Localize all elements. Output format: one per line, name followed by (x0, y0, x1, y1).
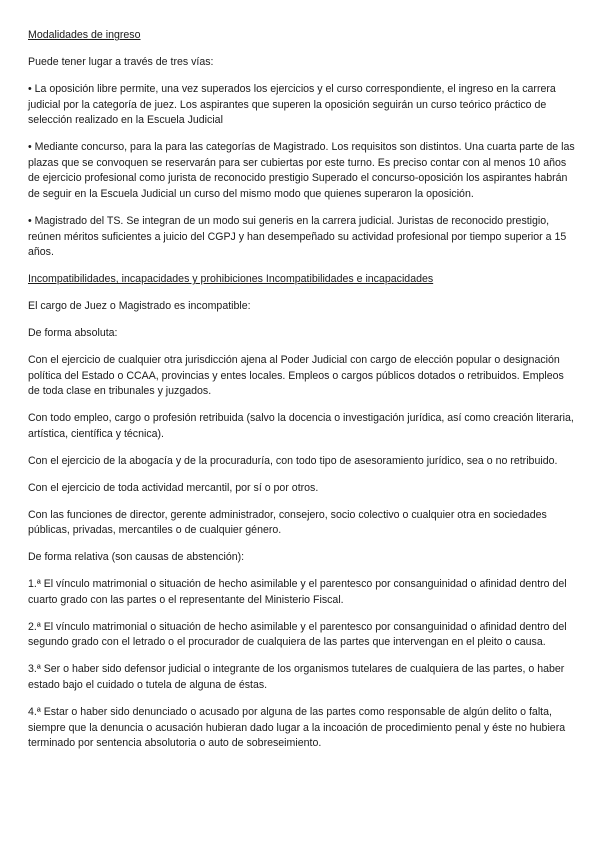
paragraph-relativa-1: 1.ª El vínculo matrimonial o situación de hecho asimilable y el parentesco por consanguinidad o afinidad dentro del cuarto grado con las partes o el representante del Ministerio Fiscal. (28, 578, 567, 606)
paragraph-relativa-3: 3.ª Ser o haber sido defensor judicial o integrante de los organismos tutelares de cualquiera de las partes, o haber estado bajo el cuidado o tutela de alguna de éstas. (28, 663, 565, 692)
paragraph-cargo-incompatible: El cargo de Juez o Magistrado es incompatible: (28, 300, 251, 313)
paragraph-absoluta-1: Con el ejercicio de cualquier otra jurisdicción ajena al Poder Judicial con cargo de elección popular o designación política del Estado o CCAA, provincias y entes locales. Empleos o cargos públicos dotados o retribuidos. Empleos de toda clase en tribunales y juzgados. (28, 354, 564, 398)
bullet-concurso: • Mediante concurso, para la para las categorías de Magistrado. Los requisitos son distintos. Una cuarta parte de las plazas que se convoquen se reservarán para ser cubiertas por este turno. Es preciso contar con al menos 10 años de ejercicio profesional como jurista de reconocido prestigio Superado el concurso-oposición los aspirantes habrán de seguir en la Escuela Judicial un curso del mismo modo que quienes superaron la oposición. (28, 141, 575, 200)
bullet-magistrado-ts: • Magistrado del TS. Se integran de un modo sui generis en la carrera judicial. Juristas de reconocido prestigio, reúnen méritos suficientes a juicio del CGPJ y han desempeñado su actividad profesional por tiempo superior a 15 años. (28, 214, 567, 259)
bullet-oposicion: • La oposición libre permite, una vez superados los ejercicios y el curso correspondiente, el ingreso en la carrera judicial por la categoría de juez. Los aspirantes que superen la oposición seguirán un curso teórico práctico de selección realizado en la Escuela Judicial (28, 82, 556, 127)
paragraph-relativa-4: 4.ª Estar o haber sido denunciado o acusado por alguna de las partes como responsable de algún delito o falta, siempre que la denuncia o acusación hubieran dado lugar a la incoación de procedimiento penal y éste no hubiera terminado por sentencia absolutoria o auto de sobreseimiento. (28, 706, 566, 750)
heading-incompatibilidades: Incompatibilidades, incapacidades y prohibiciones Incompatibilidades e incapacidades (28, 273, 434, 286)
heading-modalidades-ingreso: Modalidades de ingreso (28, 29, 141, 41)
paragraph-absoluta-5: Con las funciones de director, gerente administrador, consejero, socio colectivo o cualquier otra en sociedades públicas, privadas, mercantiles o de cualquier género. (28, 508, 547, 537)
paragraph-forma-relativa: De forma relativa (son causas de abstención): (28, 551, 245, 564)
paragraph-absoluta-2: Con todo empleo, cargo o profesión retribuida (salvo la docencia o investigación jurídica, así como creación literaria, artística, científica y técnica). (28, 412, 574, 440)
paragraph-relativa-2: 2.ª El vínculo matrimonial o situación de hecho asimilable y el parentesco por consanguinidad o afinidad dentro del segundo grado con el letrado o el procurador de cualquiera de las partes que intervengan en el pleito o causa. (28, 620, 567, 649)
document-page (28, 28, 576, 763)
paragraph-absoluta-4: Con el ejercicio de toda actividad mercantil, por sí o por otros. (28, 481, 319, 494)
paragraph-absoluta-3: Con el ejercicio de la abogacía y de la procuraduría, con todo tipo de asesoramiento jurídico, sea o no retribuido. (28, 454, 558, 467)
paragraph-forma-absoluta: De forma absoluta: (28, 327, 118, 340)
paragraph-intro-vias: Puede tener lugar a través de tres vías: (28, 55, 214, 68)
